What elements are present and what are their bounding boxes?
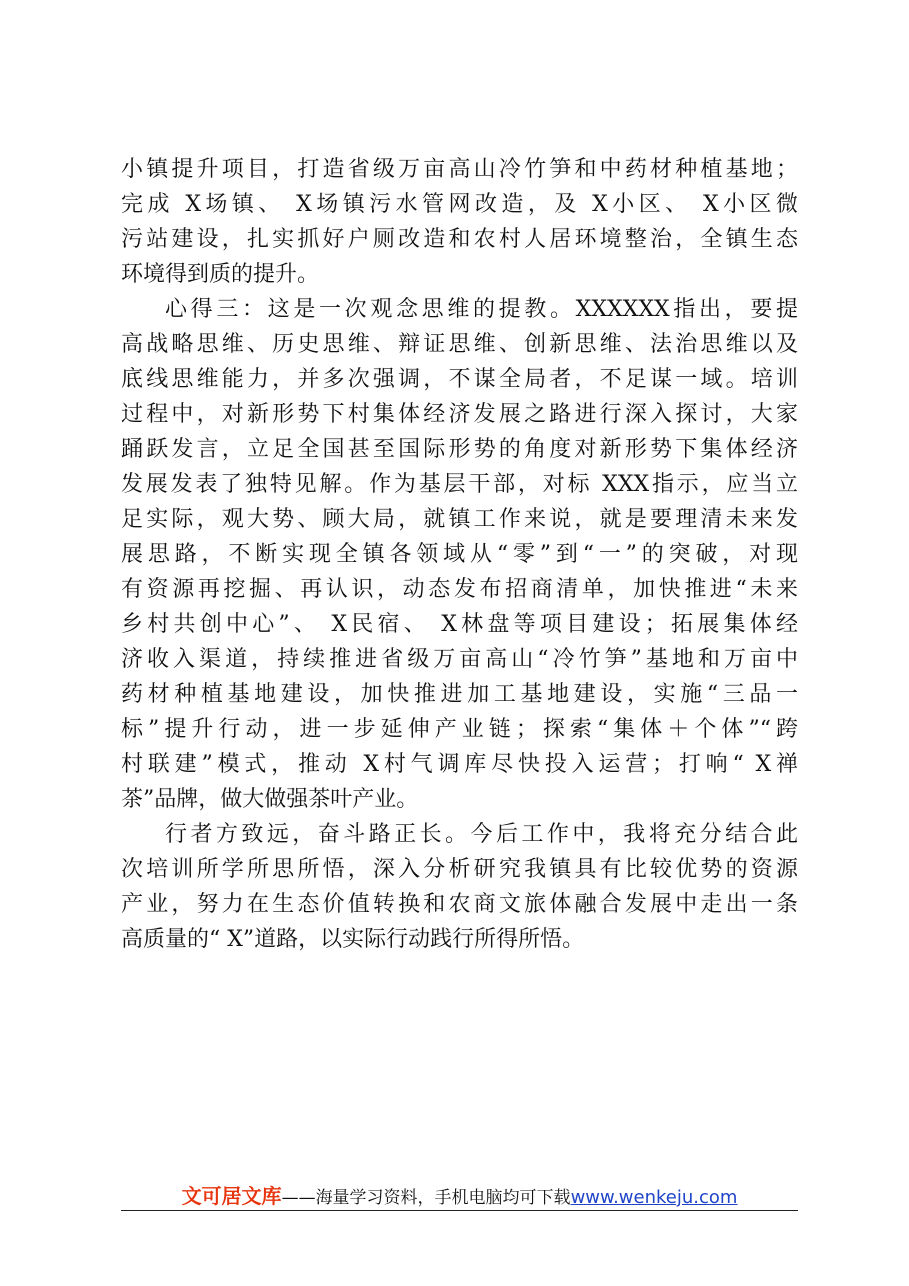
paragraph-line: 污站建设，扎实抓好户厕改造和农村人居环境整治，全镇生态 <box>121 227 798 252</box>
paragraph-line: 产业，努力在生态价值转换和农商文旅体融合发展中走出一条 <box>121 892 798 917</box>
paragraph-line: 过程中，对新形势下村集体经济发展之路进行深入探讨，大家 <box>121 402 798 427</box>
document-body <box>121 152 798 957</box>
paragraph-line: 茶”品牌，做大做强茶叶产业。 <box>121 787 419 812</box>
footer-url-link[interactable]: www.wenkeju.com <box>570 1187 738 1208</box>
paragraph-line: 高质量的“ X”道路，以实际行动践行所得所悟。 <box>121 927 585 952</box>
footer-brand: 文可居文库 <box>181 1184 282 1208</box>
paragraph-line: 乡村共创中心”、 X民宿、 X林盘等项目建设；拓展集体经 <box>121 612 798 637</box>
paragraph-line: 展思路，不断实现全镇各领域从“零”到“一”的突破，对现 <box>121 542 798 567</box>
footer-tagline: ——海量学习资料，手机电脑均可下载 <box>281 1188 571 1208</box>
paragraph-line: 次培训所学所思所悟，深入分析研究我镇具有比较优势的资源 <box>121 857 798 882</box>
paragraph-line: 心得三：这是一次观念思维的提教。XXXXXX指出，要提 <box>165 297 798 322</box>
paragraph-line: 踊跃发言，立足全国甚至国际形势的角度对新形势下集体经济 <box>121 437 798 462</box>
paragraph-line: 标”提升行动，进一步延伸产业链；探索“集体＋个体”“跨 <box>121 717 798 742</box>
paragraph-2 <box>121 292 798 817</box>
paragraph-line: 高战略思维、历史思维、辩证思维、创新思维、法治思维以及 <box>121 332 798 357</box>
page-footer <box>121 1180 798 1211</box>
paragraph-3 <box>121 817 798 957</box>
paragraph-line: 济收入渠道，持续推进省级万亩高山“冷竹笋”基地和万亩中 <box>121 647 798 672</box>
paragraph-line: 足实际，观大势、顾大局，就镇工作来说，就是要理清未来发 <box>121 507 798 532</box>
paragraph-line: 底线思维能力，并多次强调，不谋全局者，不足谋一域。培训 <box>121 367 798 392</box>
paragraph-line: 完成 X场镇、 X场镇污水管网改造，及 X小区、 X小区微 <box>121 192 798 217</box>
paragraph-line: 环境得到质的提升。 <box>121 262 320 287</box>
paragraph-line: 药材种植基地建设，加快推进加工基地建设，实施“三品一 <box>121 682 798 707</box>
paragraph-1 <box>121 152 798 292</box>
paragraph-line: 有资源再挖掘、再认识，动态发布招商清单，加快推进“未来 <box>121 577 798 602</box>
paragraph-line: 小镇提升项目，打造省级万亩高山冷竹笋和中药材种植基地； <box>121 157 798 182</box>
paragraph-line: 行者方致远，奋斗路正长。今后工作中，我将充分结合此 <box>165 822 798 847</box>
paragraph-line: 发展发表了独特见解。作为基层干部，对标 XXX指示，应当立 <box>121 472 798 497</box>
paragraph-line: 村联建”模式，推动 X村气调库尽快投入运营；打响“ X禅 <box>121 752 798 777</box>
